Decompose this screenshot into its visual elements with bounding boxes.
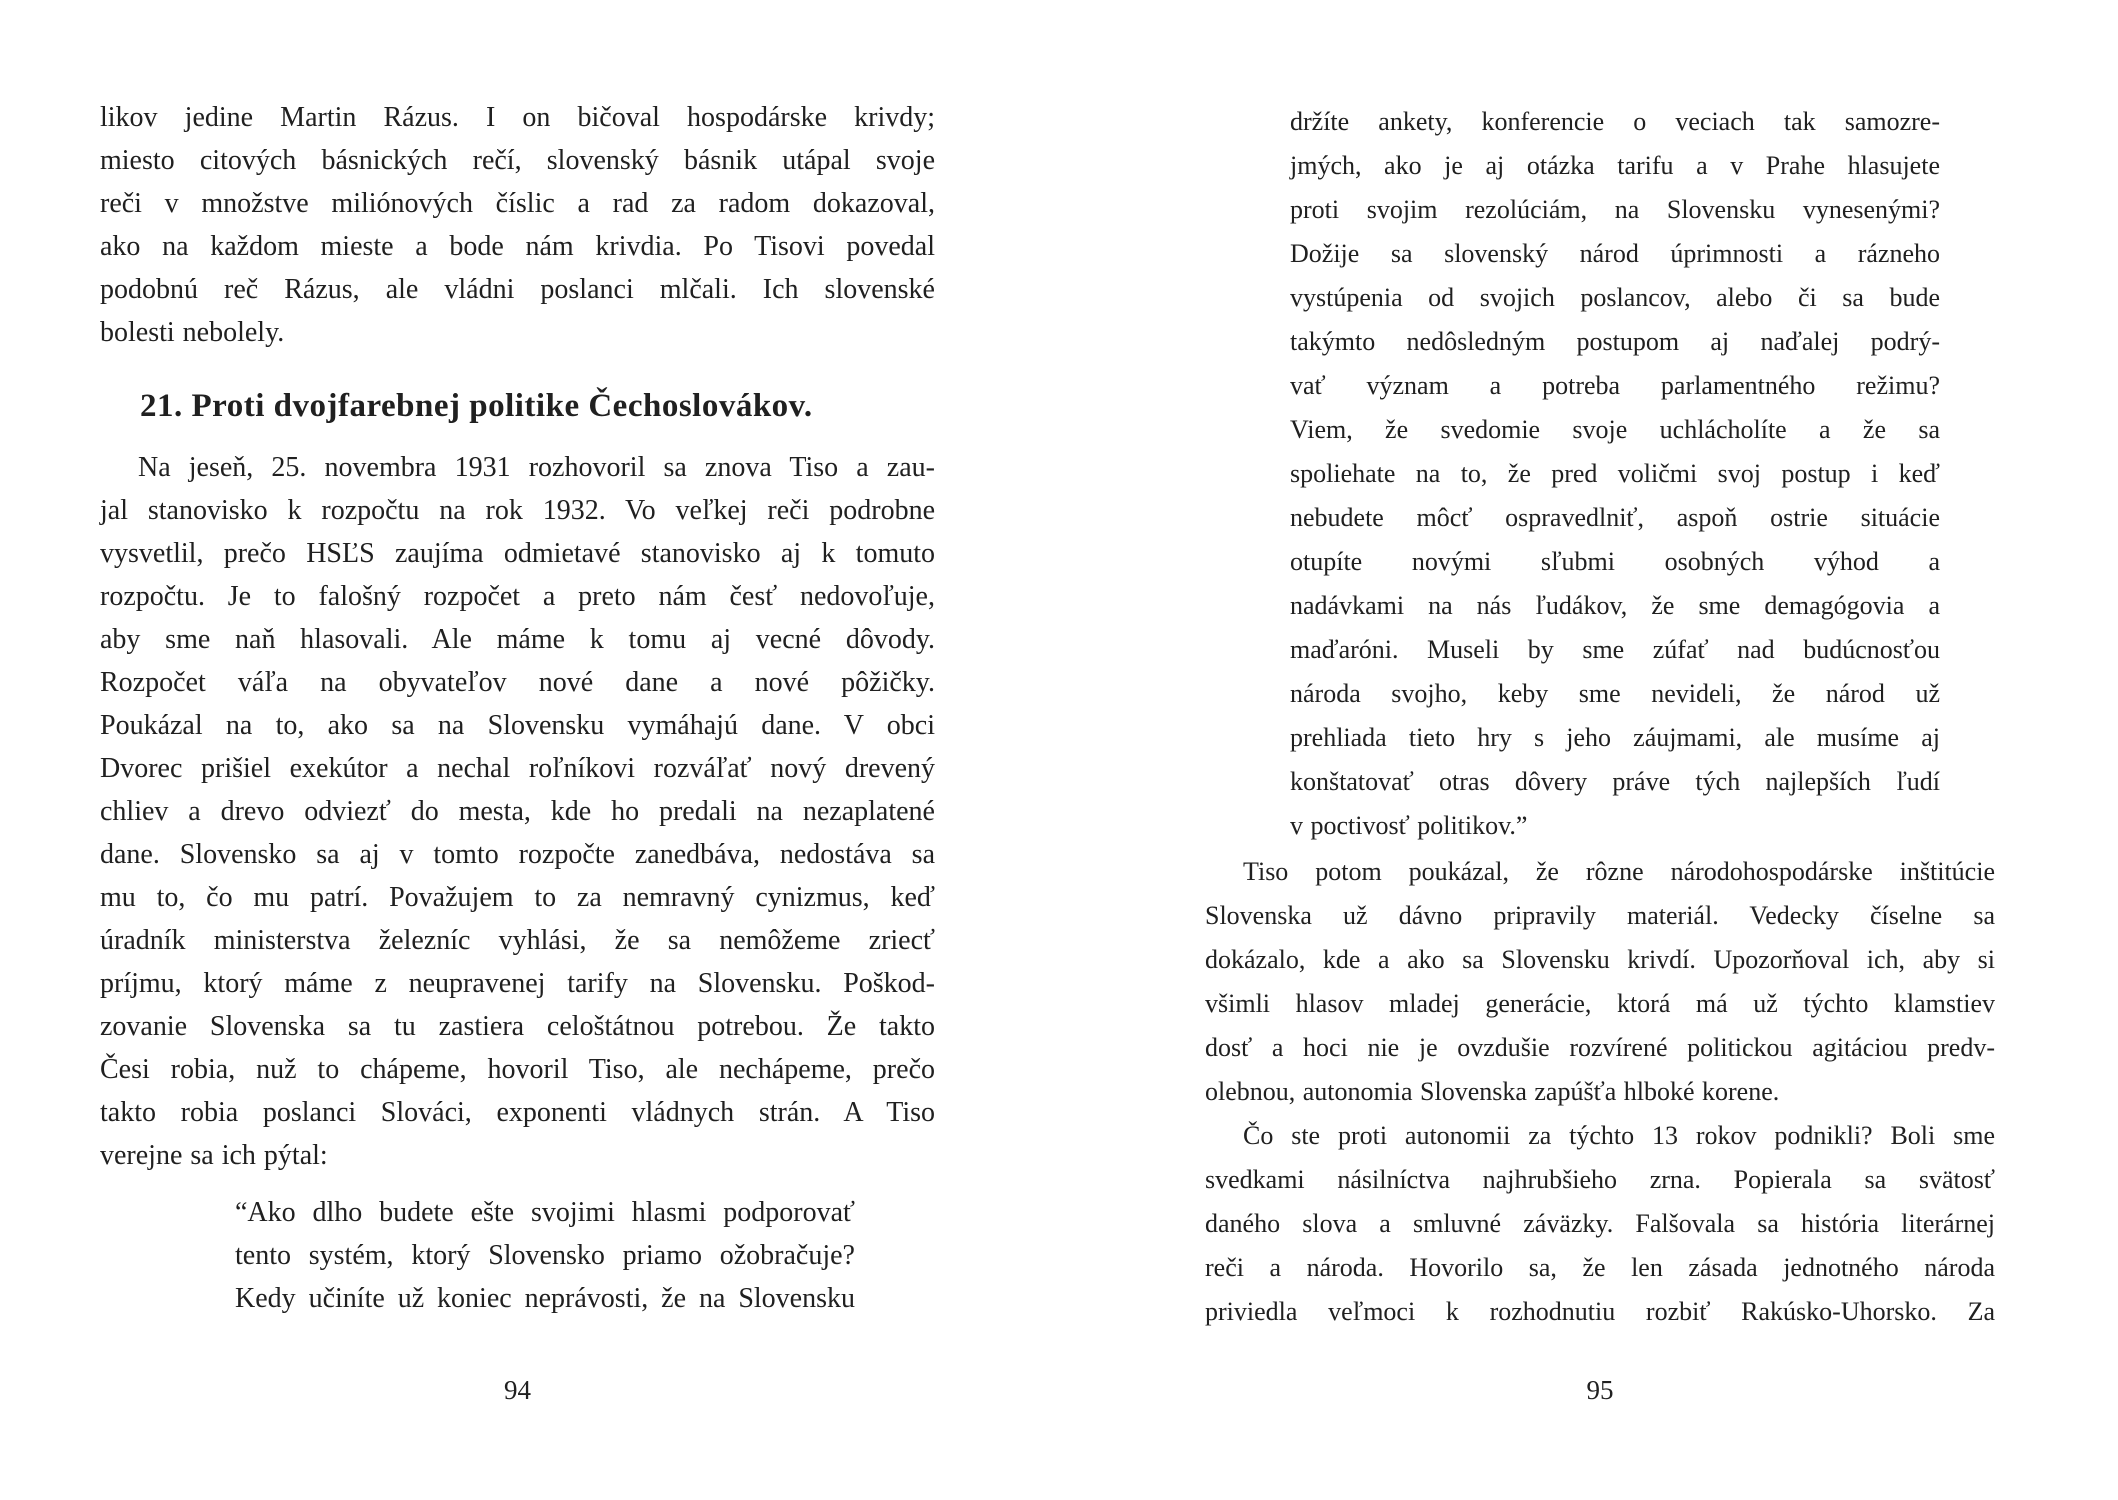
quote-block-start: [235, 1191, 855, 1320]
text-line: takto robia poslanci Slováci, exponenti vládnych strán. A Tiso: [100, 1097, 935, 1128]
text-line: reči a národa. Hovorilo sa, že len zásada jednotného národa: [1205, 1253, 1995, 1282]
text-line: spoliehate na to, že pred voličmi svoj postup i keď: [1290, 459, 1940, 488]
text-line: Poukázal na to, ako sa na Slovensku vymáhajú dane. V obci: [100, 710, 935, 741]
text-line: miesto citových básnických rečí, slovenský básnik utápal svoje: [100, 145, 935, 176]
text-line: národa svojho, keby sme nevideli, že národ už: [1290, 679, 1940, 708]
text-line: svedkami násilníctva najhrubšieho zrna. Popierala sa svätosť: [1205, 1165, 1995, 1194]
text-line: Viem, že svedomie svoje uchlácholíte a že sa: [1290, 415, 1940, 444]
text-line: reči v množstve miliónových číslic a rad za radom dokazoval,: [100, 188, 935, 219]
text-line: Čo ste proti autonomii za týchto 13 rokov podnikli? Boli sme: [1243, 1121, 1995, 1150]
page-94-text-column: [100, 96, 935, 1320]
text-line: vystúpenia od svojich poslancov, alebo či sa bude: [1290, 283, 1940, 312]
paragraph-budget-speech: [100, 446, 935, 1177]
text-line: mu to, čo mu patrí. Považujem to za nemravný cynizmus, keď: [100, 882, 935, 913]
text-line: Kedy učiníte už koniec neprávosti, že na Slovensku: [235, 1283, 855, 1314]
text-line: olebnou, autonomia Slovenska zapúšťa hlboké korene.: [1205, 1077, 1780, 1106]
chapter-heading: 21. Proti dvojfarebnej politike Čechoslovákov.: [140, 388, 813, 424]
text-line: Na jeseň, 25. novembra 1931 rozhovoril sa znova Tiso a zau-: [138, 452, 935, 483]
text-line: chliev a drevo odviezť do mesta, kde ho predali na nezaplatené: [100, 796, 935, 827]
page-number-right: 95: [1586, 1375, 1614, 1405]
paragraph-continuation: [100, 96, 935, 354]
text-line: Rozpočet váľa na obyvateľov nové dane a nové pôžičky.: [100, 667, 935, 698]
text-line: Česi robia, nuž to chápeme, hovoril Tiso, ale nechápeme, prečo: [100, 1054, 935, 1085]
quote-block-continuation: [1290, 100, 1940, 848]
text-line: Tiso potom poukázal, že rôzne národohospodárske inštitúcie: [1243, 857, 1995, 886]
text-line: otupíte novými sľubmi osobných výhod a: [1290, 547, 1940, 576]
paragraph-autonomy-question: [1205, 1114, 1995, 1334]
text-line: konštatovať otras dôvery práve tých najlepších ľudí: [1290, 767, 1940, 796]
text-line: vať význam a potreba parlamentného režimu?: [1290, 371, 1940, 400]
text-line: “Ako dlho budete ešte svojimi hlasmi podporovať: [235, 1197, 855, 1228]
text-line: jmých, ako je aj otázka tarifu a v Prahe hlasujete: [1290, 151, 1940, 180]
text-line: nadávkami na nás ľudákov, že sme demagógovia a: [1290, 591, 1940, 620]
text-line: tento systém, ktorý Slovensko priamo ožobračuje?: [235, 1240, 855, 1271]
text-line: podobnú reč Rázus, ale vládni poslanci mlčali. Ich slovenské: [100, 274, 935, 305]
text-line: Slovenska už dávno pripravily materiál. Vedecky číselne sa: [1205, 901, 1995, 930]
text-line: daného slova a smluvné záväzky. Falšovala sa história literárnej: [1205, 1209, 1995, 1238]
page-95: [1059, 0, 2118, 1500]
text-line: rozpočtu. Je to falošný rozpočet a preto nám česť nedovoľuje,: [100, 581, 935, 612]
text-line: Dvorec prišiel exekútor a nechal roľníkovi rozváľať nový drevený: [100, 753, 935, 784]
text-line: úradník ministerstva železníc vyhlási, že sa nemôžeme zriecť: [100, 925, 935, 956]
paragraph-tiso-institutions: [1205, 850, 1995, 1114]
text-line: priviedla veľmoci k rozhodnutiu rozbiť Rakúsko-Uhorsko. Za: [1205, 1297, 1995, 1326]
text-line: takýmto nedôsledným postupom aj naďalej podrý-: [1290, 327, 1940, 356]
text-line: všimli hlasov mladej generácie, ktorá má už týchto klamstiev: [1205, 989, 1995, 1018]
text-line: dosť a hoci nie je ovzdušie rozvírené politickou agitáciou predv-: [1205, 1033, 1995, 1062]
text-line: prehliada tieto hry s jeho záujmami, ale musíme aj: [1290, 723, 1940, 752]
text-line: verejne sa ich pýtal:: [100, 1140, 328, 1171]
text-line: dokázalo, kde a ako sa Slovensku krivdí. Upozorňoval ich, aby si: [1205, 945, 1995, 974]
text-line: vysvetlil, prečo HSĽS zaujíma odmietavé stanovisko aj k tomuto: [100, 538, 935, 569]
text-line: proti svojim rezolúciám, na Slovensku vynesenými?: [1290, 195, 1940, 224]
page-number-left: 94: [504, 1375, 531, 1405]
text-line: ako na každom mieste a bode nám krivdia. Po Tisovi povedal: [100, 231, 935, 262]
text-line: dane. Slovensko sa aj v tomto rozpočte zanedbáva, nedostáva sa: [100, 839, 935, 870]
text-line: maďaróni. Museli by sme zúfať nad budúcnosťou: [1290, 635, 1940, 664]
text-line: v poctivosť politikov.”: [1290, 811, 1528, 840]
text-line: bolesti nebolely.: [100, 317, 285, 348]
text-line: likov jedine Martin Rázus. I on bičoval hospodárske krivdy;: [100, 102, 935, 133]
text-line: držíte ankety, konferencie o veciach tak samozre-: [1290, 107, 1940, 136]
text-line: Dožije sa slovenský národ úprimnosti a rázneho: [1290, 239, 1940, 268]
text-line: aby sme naň hlasovali. Ale máme k tomu aj vecné dôvody.: [100, 624, 935, 655]
text-line: zovanie Slovenska sa tu zastiera celoštátnou potrebou. Že takto: [100, 1011, 935, 1042]
text-line: jal stanovisko k rozpočtu na rok 1932. Vo veľkej reči podrobne: [100, 495, 935, 526]
page-95-text-column: [1205, 100, 1995, 1334]
text-line: nebudete môcť ospravedlniť, aspoň ostrie situácie: [1290, 503, 1940, 532]
text-line: príjmu, ktorý máme z neupravenej tarify na Slovensku. Poškod-: [100, 968, 935, 999]
